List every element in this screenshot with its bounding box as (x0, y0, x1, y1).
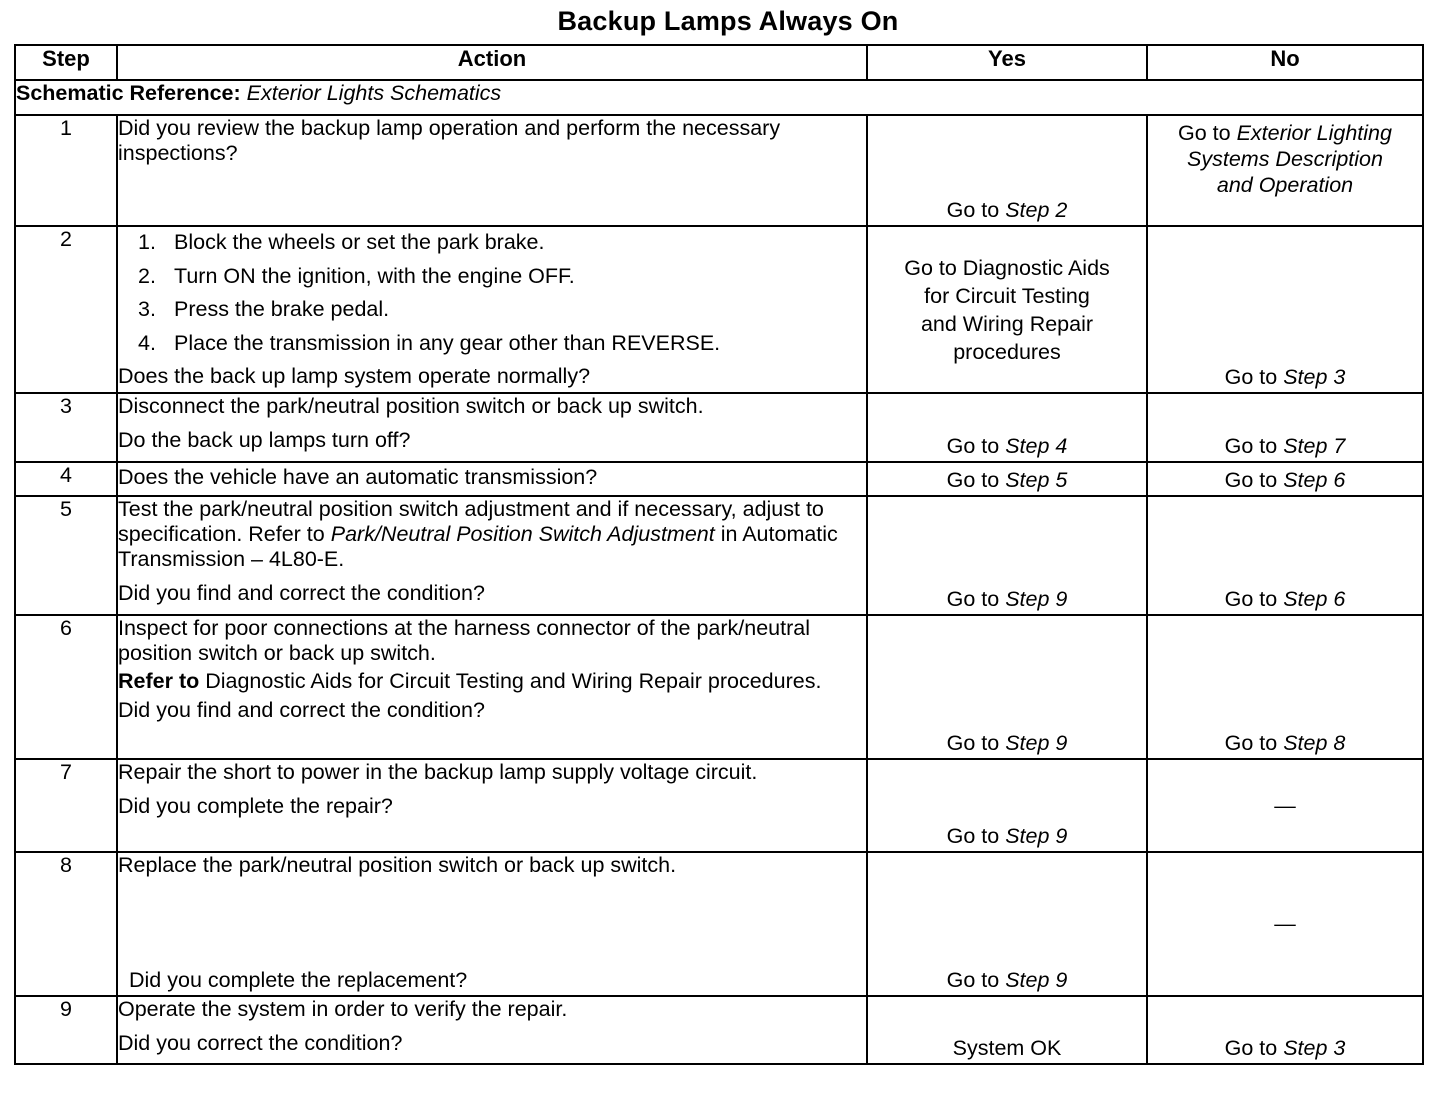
step-number: 5 (15, 496, 117, 615)
reference-link[interactable]: Diagnostic Aids for Circuit Testing and Wiring Repair procedures. (199, 669, 822, 693)
goto-label: Go to (946, 198, 1000, 222)
yes-cell (867, 615, 1147, 759)
step-link[interactable]: Step 2 (1005, 198, 1068, 222)
list-item: 1. Block the wheels or set the park brake. (138, 230, 545, 254)
schematic-link[interactable]: Exterior Lights Schematics (246, 81, 502, 105)
no-goto[interactable]: Go to Step 8 (1224, 731, 1346, 755)
question-text: Does the vehicle have an automatic transmission? (118, 465, 598, 489)
step-link[interactable]: Step 6 (1283, 468, 1346, 492)
yes-goto[interactable]: Go to Step 9 (946, 731, 1068, 755)
step-number: 4 (15, 462, 117, 496)
step-link[interactable]: Step 9 (1005, 824, 1068, 848)
step-link[interactable]: Step 9 (1005, 731, 1068, 755)
question-text: Do the back up lamps turn off? (118, 428, 411, 452)
table-row (15, 996, 1423, 1064)
action-text: Test the park/neutral position switch adjustment and if necessary, adjust to specification. Refer to Park/Neutral Position Switch Adjustment in Automatic Transmission – 4L80-E. (118, 497, 838, 571)
step-link[interactable]: Step 6 (1283, 587, 1346, 611)
step-link[interactable]: Step 9 (1005, 587, 1068, 611)
action-text: Operate the system in order to verify the repair. (118, 997, 568, 1021)
reference-link[interactable]: Exterior Lighting (1236, 121, 1392, 145)
no-dash: — (1274, 911, 1296, 936)
no-cell (1147, 615, 1423, 759)
question-text: Did you find and correct the condition? (118, 698, 485, 722)
yes-cell (867, 226, 1147, 393)
yes-goto[interactable]: Go to Step 9 (946, 968, 1068, 992)
no-goto[interactable] (1148, 116, 1422, 198)
table-row (15, 115, 1423, 226)
header-step: Step (15, 45, 117, 80)
action-cell (117, 852, 867, 996)
action-cell (117, 496, 867, 615)
table-row (15, 852, 1423, 996)
step-number: 9 (15, 996, 117, 1064)
yes-cell (867, 759, 1147, 852)
no-cell (1147, 462, 1423, 496)
step-link[interactable]: Step 5 (1005, 468, 1068, 492)
no-goto[interactable] (1148, 365, 1422, 390)
header-action: Action (117, 45, 867, 80)
action-text: Repair the short to power in the backup lamp supply voltage circuit. (118, 760, 758, 784)
step-number: 7 (15, 759, 117, 852)
goto-label: Go to (1178, 121, 1231, 145)
step-number: 6 (15, 615, 117, 759)
header-yes: Yes (867, 45, 1147, 80)
no-cell (1147, 393, 1423, 462)
action-cell (117, 226, 867, 393)
no-dash: — (1274, 793, 1296, 817)
yes-goto[interactable]: Go to Step 4 (946, 434, 1068, 458)
no-cell (1147, 496, 1423, 615)
action-text: Did you review the backup lamp operation and perform the necessary inspections? (118, 116, 781, 165)
schematic-label: Schematic Reference: (16, 81, 241, 105)
step-number: 8 (15, 852, 117, 996)
step-link[interactable]: Step 3 (1283, 365, 1346, 389)
action-text: Replace the park/neutral position switch or back up switch. (118, 853, 677, 877)
table-row (15, 462, 1423, 496)
yes-result: System OK (952, 1036, 1062, 1060)
table-row (15, 226, 1423, 393)
step-link[interactable]: Step 3 (1283, 1036, 1346, 1060)
step-number: 1 (15, 115, 117, 226)
no-goto[interactable]: Go to Step 6 (1224, 587, 1346, 611)
diagnostic-table (14, 44, 1424, 1065)
page-title: Backup Lamps Always On (557, 6, 899, 36)
step-link[interactable]: Step 4 (1005, 434, 1068, 458)
yes-cell (867, 496, 1147, 615)
list-item: 4. Place the transmission in any gear other than REVERSE. (138, 330, 721, 355)
table-row (15, 496, 1423, 615)
question-text: Did you complete the replacement? (129, 968, 468, 992)
yes-goto[interactable]: Go to Diagnostic Aids for Circuit Testing and Wiring Repair procedures (904, 255, 1110, 364)
action-text: Inspect for poor connections at the harness connector of the park/neutral position switch or back up switch. (118, 616, 810, 665)
action-text: Disconnect the park/neutral position switch or back up switch. (118, 394, 704, 418)
table-row (15, 759, 1423, 852)
no-goto[interactable]: Go to Step 6 (1224, 468, 1346, 492)
step-link[interactable]: Step 9 (1005, 968, 1068, 992)
yes-cell (867, 393, 1147, 462)
reference-link[interactable]: Systems Description (1187, 147, 1383, 171)
no-cell (1147, 115, 1423, 226)
list-item: 3. Press the brake pedal. (138, 297, 390, 321)
goto-label: Go to (1224, 365, 1278, 389)
reference-link[interactable]: Park/Neutral Position Switch Adjustment (330, 522, 715, 546)
question-text: Did you correct the condition? (118, 1031, 403, 1055)
refer-text: Refer to Diagnostic Aids for Circuit Testing and Wiring Repair procedures. (118, 669, 822, 693)
header-no: No (1147, 45, 1423, 80)
no-cell (1147, 996, 1423, 1064)
yes-cell (867, 996, 1147, 1064)
schematic-reference (15, 80, 1423, 115)
no-cell (1147, 852, 1423, 996)
yes-goto[interactable] (868, 198, 1146, 223)
procedure-list (118, 230, 866, 364)
action-cell (117, 615, 867, 759)
question-text: Did you find and correct the condition? (118, 581, 485, 605)
action-cell (117, 393, 867, 462)
yes-cell (867, 852, 1147, 996)
schematic-row (15, 80, 1423, 115)
question-text: Does the back up lamp system operate normally? (118, 364, 591, 388)
step-link[interactable]: Step 8 (1283, 731, 1346, 755)
no-goto[interactable]: Go to Step 7 (1224, 434, 1346, 458)
reference-link[interactable]: and Operation (1216, 173, 1354, 197)
step-number: 3 (15, 393, 117, 462)
action-cell (117, 759, 867, 852)
no-goto[interactable]: Go to Step 3 (1224, 1036, 1346, 1060)
question-text: Did you complete the repair? (118, 794, 393, 818)
header-row (15, 45, 1423, 80)
no-cell (1147, 759, 1423, 852)
action-cell (117, 462, 867, 496)
yes-goto[interactable]: Go to Step 9 (946, 587, 1068, 611)
table-row (15, 393, 1423, 462)
yes-goto[interactable]: Go to Step 5 (946, 468, 1068, 492)
step-number: 2 (15, 226, 117, 393)
yes-goto[interactable]: Go to Step 9 (946, 824, 1068, 848)
action-cell (117, 996, 867, 1064)
no-cell (1147, 226, 1423, 393)
action-cell (117, 115, 867, 226)
table-row (15, 615, 1423, 759)
list-item: 2. Turn ON the ignition, with the engine OFF. (138, 263, 575, 288)
step-link[interactable]: Step 7 (1283, 434, 1346, 458)
yes-cell (867, 115, 1147, 226)
yes-cell (867, 462, 1147, 496)
